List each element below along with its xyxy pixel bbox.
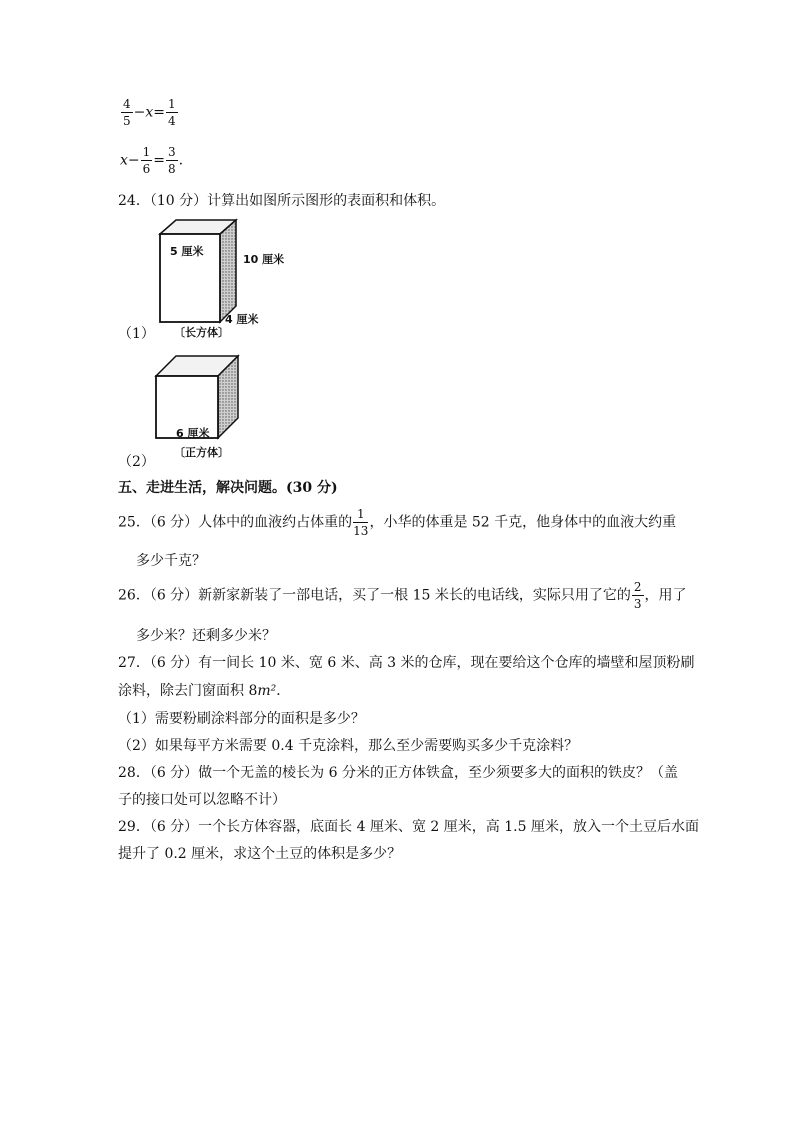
equation-2: x− $\frac{1}{6}$ = $\frac{3}{8}$ . — [120, 145, 184, 176]
cube-caption: 〔正方体〕 — [174, 446, 229, 459]
question-26-line2: 多少米？还剩多少米？ — [136, 628, 276, 644]
figure-1-index: （1） — [118, 326, 155, 342]
fraction: $\frac{1}{6}$ — [142, 145, 151, 176]
fraction: $\frac{1}{4}$ — [168, 97, 176, 128]
question-24: 24．（10 分）计算出如图所示图形的表面积和体积。 — [118, 193, 446, 209]
question-29-line2: 提升了 0.2 厘米，求这个土豆的体积是多少？ — [118, 846, 402, 862]
question-28-line2: 子的接口处可以忽略不计） — [118, 792, 286, 808]
cuboid-side-face — [220, 220, 236, 322]
fraction: $\frac{2}{3}$ — [633, 580, 642, 611]
question-25: 25．（6 分）人体中的血液约占体重的 $\frac{1}{13}$ ，小华的体重是 52 千克，他身体中的血液大约重 — [118, 507, 677, 538]
question-27: 27．（6 分）有一间长 10 米、宽 6 米、高 3 米的仓库，现在要给这个仓库的墙壁和屋顶粉刷 — [118, 655, 695, 671]
cuboid-caption: 〔长方体〕 — [174, 326, 229, 339]
cuboid-top-label: 5 厘米 — [170, 245, 204, 258]
fraction: $\frac{3}{8}$ — [168, 145, 176, 176]
fraction: $\frac{4}{5}$ — [123, 97, 131, 128]
equation-1: $\frac{4}{5}$ −x= $\frac{1}{4}$ — [123, 97, 176, 128]
cube-edge-label: 6 厘米 — [176, 427, 210, 440]
cuboid-depth-label: 4 厘米 — [225, 313, 259, 326]
figure-2-index: （2） — [118, 454, 155, 470]
question-27-sub2: （2）如果每平方米需要 0.4 千克涂料，那么至少需要购买多少千克涂料？ — [118, 738, 579, 754]
question-27-line2: 涂料，除去门窗面积 8m²． — [118, 683, 291, 699]
section-heading: 五、走进生活，解决问题。(30 分) — [118, 480, 338, 496]
question-28: 28．（6 分）做一个无盖的棱长为 6 分米的正方体铁盒，至少须要多大的面积的铁皮？（盖 — [118, 765, 678, 781]
cuboid-height-label: 10 厘米 — [243, 253, 285, 266]
fraction: $\frac{1}{13}$ — [353, 507, 369, 538]
question-26: 26．（6 分）新新家新装了一部电话，买了一根 15 米长的电话线，实际只用了它的 $\frac{2}{3}$ ，用了 — [118, 580, 687, 611]
question-29: 29．（6 分）一个长方体容器，底面长 4 厘米、宽 2 厘米，高 1.5 厘米，放入一个土豆后水面 — [118, 819, 699, 835]
question-27-sub1: （1）需要粉刷涂料部分的面积是多少？ — [118, 711, 365, 727]
question-25-line2: 多少千克？ — [136, 553, 206, 569]
